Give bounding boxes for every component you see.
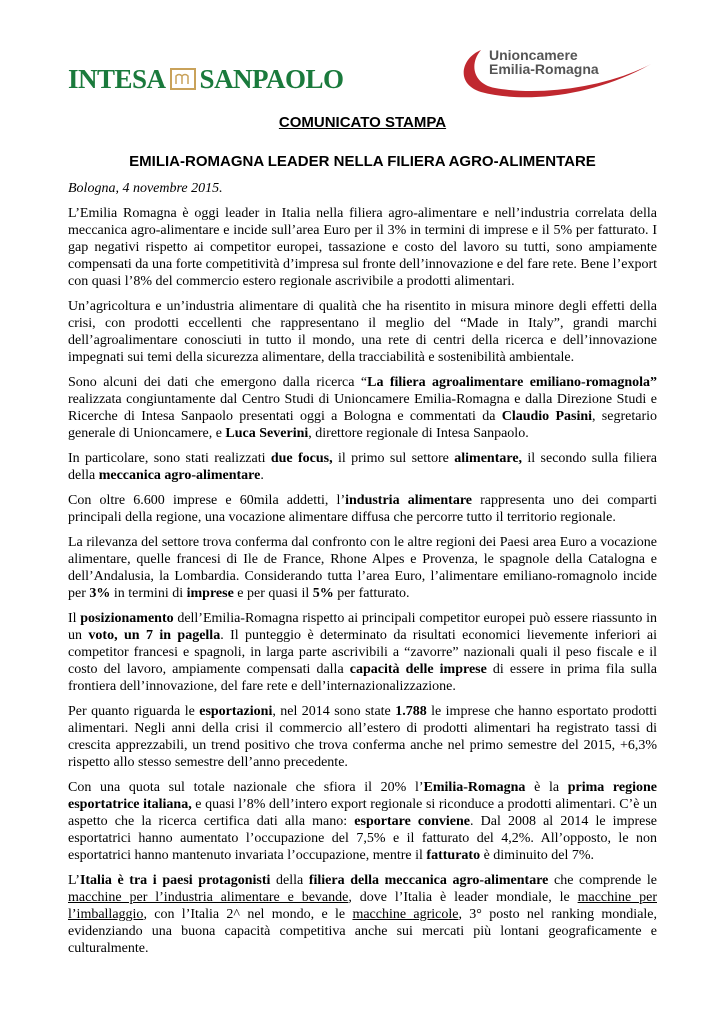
paragraph-5: Con oltre 6.600 imprese e 60mila addetti, l’industria alimentare rappresenta uno dei comparti principali della regione, una vocazione alimentare diffusa che percorre tutto il territorio regionale. <box>68 493 657 525</box>
document-body <box>68 205 657 965</box>
paragraph-7: Il posizionamento dell’Emilia-Romagna rispetto ai principali competitor europei può essere riassunto in un voto, un 7 in pagella. Il punteggio è determinato da risultati economici lievemente inferiori ai competitor francesi e spagnoli, in larga parte ascrivibili a “zavorre” nazionali quali il peso fiscale e il costo del lavoro, ampiamente compensati dalla capacità delle imprese di essere in prima fila sulla frontiera dell’innovazione, del fare rete e dell’internazionalizzazione. <box>68 611 658 694</box>
paragraph-10: L’Italia è tra i paesi protagonisti della filiera della meccanica agro-alimentare che comprende le macchine per l’industria alimentare e bevande, dove l’Italia è leader mondiale, le macchine per l’imballaggio, con l’Italia 2^ nel mondo, e le macchine agricole, 3° posto nel ranking mondiale, evidenziando una buona capacità competitiva anche sui mercati più lontani geograficamente e culturalmente. <box>68 873 658 956</box>
paragraph-8: Per quanto riguarda le esportazioni, nel 2014 sono state 1.788 le imprese che hanno esportato prodotti alimentari. Negli anni della crisi il commercio all’estero di prodotti alimentari ha registrato tassi di crescita apprezzabili, un trend positivo che trova conferma anche nel primo semestre del 2015, +6,3% rispetto allo stesso semestre dell’anno precedente. <box>68 704 657 770</box>
logo-word-sanpaolo: SANPAOLO <box>199 64 344 94</box>
person-name: Claudio Pasini <box>501 409 593 424</box>
paragraph-6: La rilevanza del settore trova conferma dal confronto con le altre regioni dei Paesi area Euro a vocazione alimentare, quelle francesi di Ile de France, Rhone Alpes e Provenza, le spagnole della Catalogna e dell’Andalusia, la Lombardia. Considerando tutta l’area Euro, l’alimentare emiliano-romagnolo incide per 3% in termini di imprese e per quasi il 5% per fatturato. <box>68 535 657 601</box>
paragraph-9: Con una quota sul totale nazionale che sfiora il 20% l’Emilia-Romagna è la prima regione esportatrice italiana, e quasi l’8% dell’intero export regionale si riconduce a prodotti alimentari. C’è un aspetto che la ricerca certifica dati alla mano: esportare conviene. Dal 2008 al 2014 le imprese esportatrici hanno aumentato l’occupazione del 7,5% e il fatturato del 4,2%. All’opposto, le non esportatrici hanno mantenuto invariata l’occupazione, mentre il fatturato è diminuito del 7%. <box>68 780 657 863</box>
logo-emblem-icon <box>170 68 196 90</box>
research-title: La filiera agroalimentare emiliano-romagnola” <box>367 375 657 390</box>
paragraph-4: In particolare, sono stati realizzati due focus, il primo sul settore alimentare, il secondo sulla filiera della meccanica agro-alimentare. <box>68 451 657 483</box>
logo-text-region: Emilia-Romagna <box>489 61 599 77</box>
unioncamere-logo <box>455 42 655 102</box>
paragraph-3: Sono alcuni dei dati che emergono dalla ricerca “La filiera agroalimentare emiliano-romagnola” realizzata congiuntamente dal Centro Studi di Unioncamere Emilia-Romagna e dalla Direzione Studi e Ricerche di Intesa Sanpaolo presentati oggi a Bologna e commentati da Claudio Pasini, segretario generale di Unioncamere, e Luca Severini, direttore regionale di Intesa Sanpaolo. <box>68 375 658 441</box>
paragraph-2: Un’agricoltura e un’industria alimentare di qualità che ha risentito in misura minore degli effetti della crisi, con prodotti eccellenti che rappresentano il meglio del “Made in Italy”, grandi marchi dell’agroalimentare conosciuti in tutto il mondo, una rete di centri della ricerca e dell’innovazione impegnati sui temi della sicurezza alimentare, della tracciabilità e sostenibilità ambientale. <box>68 299 657 365</box>
logo-word-intesa: INTESA <box>68 64 166 94</box>
logo-text-unioncamere: Unioncamere <box>489 47 578 63</box>
paragraph-1: L’Emilia Romagna è oggi leader in Italia nella filiera agro-alimentare e nell’industria correlata della meccanica agro-alimentare e incide sull’area Euro per il 3% in termini di imprese e il 5% per fatturato. I gap negativi rispetto ai competitor europei, tassazione e costo del lavoro su tutti, sono ampiamente compensati da una forte competitività d’impresa sul fronte dell’innovazione e del fare rete. Bene l’export con quasi l’8% del commercio estero regionale ascrivibile a prodotti alimentari. <box>68 206 657 289</box>
person-name: Luca Severini <box>225 426 309 441</box>
dateline: Bologna, 4 novembre 2015. <box>68 181 223 196</box>
intesa-sanpaolo-logo <box>68 64 344 94</box>
document-title: EMILIA-ROMAGNA LEADER NELLA FILIERA AGRO-ALIMENTARE <box>129 153 596 170</box>
press-release-label: COMUNICATO STAMPA <box>278 114 447 131</box>
